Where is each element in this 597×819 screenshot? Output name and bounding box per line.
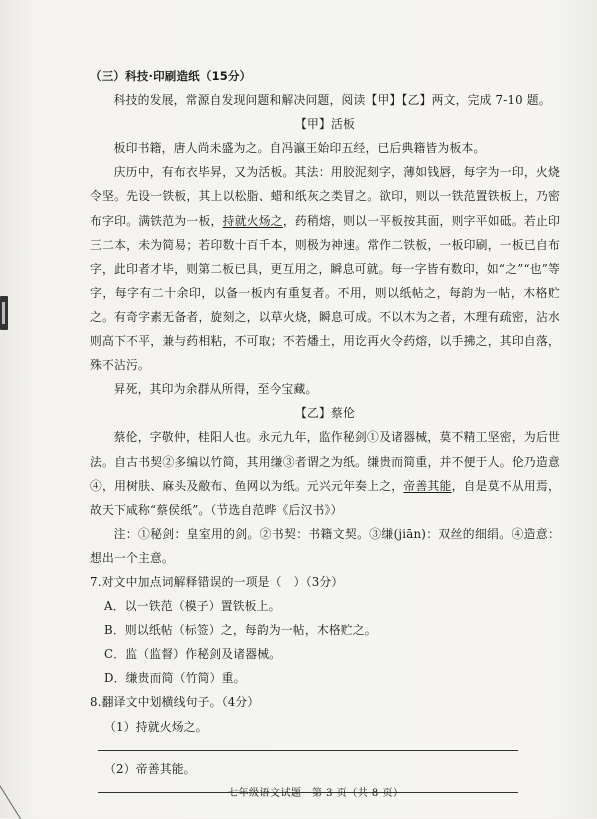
exam-content — [90, 64, 560, 799]
binding-clip-mark — [0, 296, 8, 330]
underlined-sentence-1: 持就火炀之 — [222, 213, 283, 228]
passage-b-title: 【乙】蔡伦 — [295, 406, 355, 421]
passage-b-p1-text-before: 蔡伦，字敬仲，桂阳人也。永元九年，监作秘剑①及诸器械，莫不精工坚密，为后世法。自古书契②多编以竹简，其用缣③者谓之为纸。缣贵而简重，并不便于人。伦乃造意④，用树肤、麻头及敝布、鱼网以为纸。元兴元年奏上之， — [90, 430, 560, 493]
section-title: （三）科技·印刷造纸（15分） — [90, 69, 252, 83]
underlined-sentence-2: 帝善其能 — [403, 478, 452, 493]
answer-line-1 — [98, 749, 518, 751]
question-7-option-a: A．以一铁范（模子）置铁板上。 — [104, 599, 281, 614]
question-8-item-2: （2）帝善其能。 — [104, 761, 196, 776]
question-7-option-d: D．缣贵而简（竹简）重。 — [104, 671, 246, 686]
question-7-option-b: B．则以纸帖（标签）之，每韵为一帖，木格贮之。 — [104, 623, 377, 638]
question-8-stem: 8.翻译文中划横线句子。（4分） — [90, 695, 260, 710]
question-8-item-1: （1）持就火炀之。 — [104, 719, 208, 734]
passage-b-p1-text-after: ，自是莫不从用焉，故天下咸称“蔡侯纸”。（节选自范晔《后汉书》） — [90, 478, 560, 517]
question-7-option-c: C．监（监督）作秘剑及诸器械。 — [104, 647, 282, 662]
passage-a-paragraph-1: 板印书籍，唐人尚未盛为之。自冯瀛王始印五经，已后典籍皆为板本。 — [113, 141, 486, 156]
passage-b-notes: 注：①秘剑：皇室用的剑。②书契：书籍文契。③缣(jiān)：双丝的细绢。④造意：想出一个主意。 — [90, 526, 560, 565]
passage-a-p2-text-after: ，药稍熔，则以一平板按其面，则字平如砥。若止印三二本，未为简易；若印数十百千本，则极为神速。常作二铁板，一板印刷，一板已自布字，此印者才毕，则第二板已具，更互用之，瞬息可就。每一字皆有数印，如“之”“也”等字，每字有二十余印，以备一板内有重复者。不用，则以纸帖之，每韵为一帖，木格贮之。有奇字素无备者，旋刻之，以草火烧，瞬息可成。不以木为之者，木理有疏密，沾水则高下不平，兼与药相粘，不可取；不若燔土，用讫再火令药熔，以手拂之，其印自落，殊不沾污。 — [90, 213, 560, 373]
scan-edge-line — [0, 785, 21, 819]
section-intro: 科技的发展，常源自发现问题和解决问题，阅读【甲】【乙】两文，完成 7-10 题。 — [113, 93, 551, 108]
passage-a-title: 【甲】活板 — [295, 117, 355, 132]
passage-b-paragraph-1 — [90, 425, 560, 521]
passage-a-paragraph-3: 昇死，其印为余群从所得，至今宝藏。 — [113, 382, 318, 397]
page-footer: 七年级语文试题 第 3 页（共 8 页） — [228, 788, 404, 799]
passage-a-p2-text-before: 庆历中，有布衣毕昇，又为活板。其法：用胶泥刻字，薄如钱唇，每字为一印，火烧令坚。先设一铁板，其上以松脂、蜡和纸灰之类冒之。欲印，则以一铁范置铁板上，乃密布字印。满铁范为一板， — [90, 165, 560, 228]
passage-a-paragraph-2 — [90, 160, 560, 377]
question-7-stem: 7.对文中加点词解释错误的一项是（ ）（3分） — [90, 574, 344, 589]
